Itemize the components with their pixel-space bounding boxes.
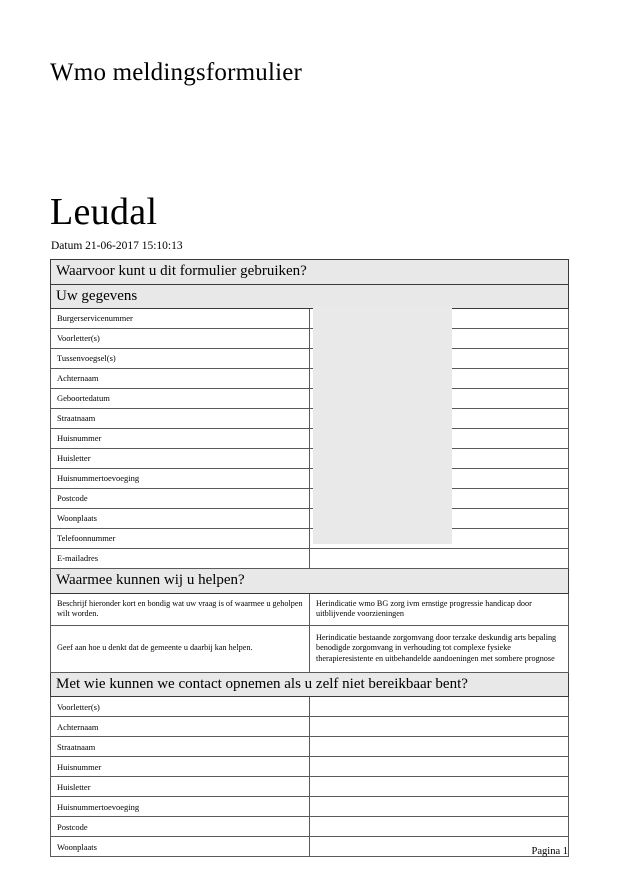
field-label: Huisnummer <box>51 757 310 777</box>
section-header-purpose <box>51 260 569 285</box>
form-table-body <box>51 260 569 857</box>
field-value[interactable] <box>310 349 569 369</box>
section-header-purpose-label: Waarvoor kunt u dit formulier gebruiken? <box>51 260 569 285</box>
field-label: Tussenvoegsel(s) <box>51 349 310 369</box>
field-label: Voorletter(s) <box>51 697 310 717</box>
field-label: Achternaam <box>51 369 310 389</box>
section-header-help <box>51 569 569 594</box>
field-value[interactable] <box>310 409 569 429</box>
table-row <box>51 593 569 625</box>
page-title: Wmo meldingsformulier <box>50 58 303 86</box>
field-label: Huisnummertoevoeging <box>51 797 310 817</box>
field-label: Voorletter(s) <box>51 329 310 349</box>
field-value[interactable] <box>310 797 569 817</box>
table-row <box>51 717 569 737</box>
field-value[interactable] <box>310 529 569 549</box>
table-row <box>51 625 569 672</box>
section-header-help-label: Waarmee kunnen wij u helpen? <box>51 569 569 594</box>
section-header-contact-label: Met wie kunnen we contact opnemen als u zelf niet bereikbaar bent? <box>51 672 569 697</box>
section-header-personal-label: Uw gegevens <box>51 284 569 309</box>
table-row <box>51 797 569 817</box>
table-row <box>51 329 569 349</box>
field-label: Achternaam <box>51 717 310 737</box>
table-row <box>51 409 569 429</box>
date-line: Datum 21-06-2017 15:10:13 <box>51 240 183 252</box>
field-value[interactable] <box>310 509 569 529</box>
field-label: Huisnummertoevoeging <box>51 469 310 489</box>
field-label: Burgerservicenummer <box>51 309 310 329</box>
field-label: Postcode <box>51 489 310 509</box>
field-value[interactable] <box>310 777 569 797</box>
table-row <box>51 529 569 549</box>
field-label: Huisletter <box>51 777 310 797</box>
field-value[interactable] <box>310 697 569 717</box>
field-value[interactable] <box>310 449 569 469</box>
field-value[interactable] <box>310 329 569 349</box>
field-value[interactable] <box>310 369 569 389</box>
table-row <box>51 549 569 569</box>
field-value[interactable] <box>310 757 569 777</box>
field-label: Geboortedatum <box>51 389 310 409</box>
field-value[interactable] <box>310 469 569 489</box>
page-footer: Pagina 1 <box>531 846 568 857</box>
field-label: Woonplaats <box>51 837 310 857</box>
field-value[interactable] <box>310 837 569 857</box>
field-value[interactable] <box>310 737 569 757</box>
table-row <box>51 697 569 717</box>
table-row <box>51 817 569 837</box>
question-label: Beschrijf hieronder kort en bondig wat uw vraag is of waarmee u geholpen wilt worden. <box>51 593 310 625</box>
field-label: Huisnummer <box>51 429 310 449</box>
table-row <box>51 349 569 369</box>
field-value[interactable] <box>310 817 569 837</box>
table-row <box>51 837 569 857</box>
table-row <box>51 737 569 757</box>
field-label: Straatnaam <box>51 409 310 429</box>
field-value[interactable] <box>310 717 569 737</box>
field-label: Straatnaam <box>51 737 310 757</box>
question-answer[interactable]: Herindicatie wmo BG zorg ivm ernstige progressie handicap door uitblijvende voorzieningen <box>310 593 569 625</box>
table-row <box>51 309 569 329</box>
table-row <box>51 449 569 469</box>
table-row <box>51 489 569 509</box>
field-label: Woonplaats <box>51 509 310 529</box>
field-value[interactable] <box>310 489 569 509</box>
section-header-personal <box>51 284 569 309</box>
table-row <box>51 429 569 449</box>
field-value[interactable] <box>310 309 569 329</box>
field-label: Telefoonnummer <box>51 529 310 549</box>
field-label: E-mailadres <box>51 549 310 569</box>
question-answer[interactable]: Herindicatie bestaande zorgomvang door terzake deskundig arts bepaling benodigde zorgomvang in verhouding tot complexe fysieke therapieresistente en uitbehandelde aandoeningen met sombere prognose <box>310 625 569 672</box>
table-row <box>51 509 569 529</box>
table-row <box>51 777 569 797</box>
field-label: Postcode <box>51 817 310 837</box>
field-value[interactable] <box>310 429 569 449</box>
field-label: Huisletter <box>51 449 310 469</box>
field-value[interactable] <box>310 549 569 569</box>
form-table <box>50 259 569 857</box>
section-header-contact <box>51 672 569 697</box>
organisation-title: Leudal <box>50 190 158 233</box>
table-row <box>51 369 569 389</box>
field-value[interactable] <box>310 389 569 409</box>
table-row <box>51 757 569 777</box>
table-row <box>51 469 569 489</box>
question-label: Geef aan hoe u denkt dat de gemeente u daarbij kan helpen. <box>51 625 310 672</box>
table-row <box>51 389 569 409</box>
